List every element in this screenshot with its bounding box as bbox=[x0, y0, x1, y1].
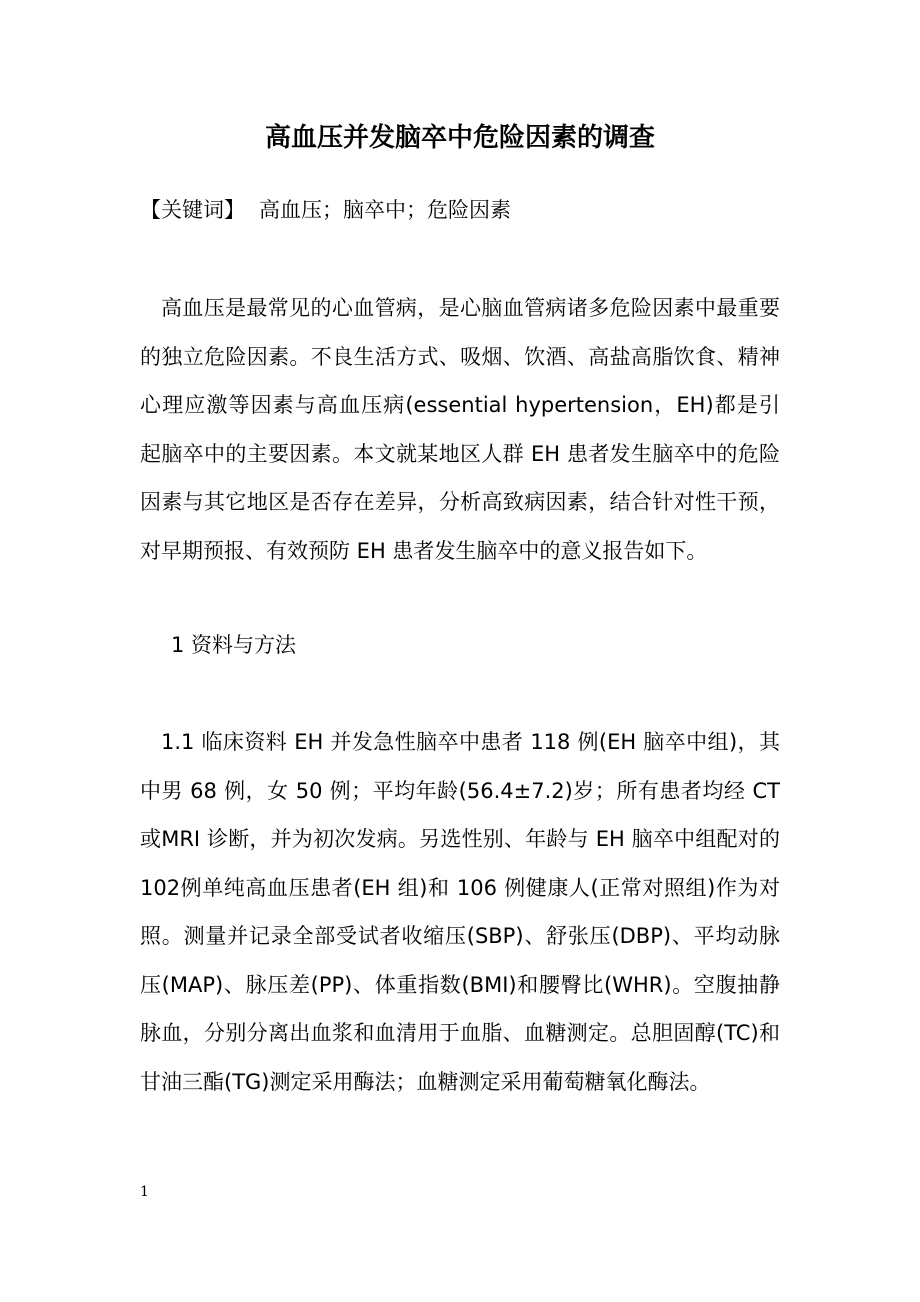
document-title: 高血压并发脑卒中危险因素的调查 bbox=[264, 123, 655, 153]
section-heading: 1 资料与方法 bbox=[171, 633, 297, 657]
keywords-value: 高血压；脑卒中；危险因素 bbox=[259, 198, 511, 222]
page-number: 1 bbox=[140, 1184, 149, 1200]
keywords-label: 【关键词】 bbox=[140, 198, 245, 222]
keywords-line bbox=[140, 192, 511, 228]
intro-paragraph: 高血压是最常见的心血管病，是心脑血管病诸多危险因素中最重要的独立危险因素。不良生活方式、吸烟、饮酒、高盐高脂饮食、精神心理应激等因素与高血压病(essential hypertension，EH)都是引起脑卒中的主要因素。本文就某地区人群 EH 患者发生脑卒中的危险因素与其它地区是否存在差异，分析高致病因素，结合针对性干预，对早期预报、有效预防 EH 患者发生脑卒中的意义报告如下。 bbox=[140, 296, 780, 563]
clinical-data-paragraph: 1.1 临床资料 EH 并发急性脑卒中患者 118 例(EH 脑卒中组)，其中男 68 例，女 50 例；平均年龄(56.4±7.2)岁；所有患者均经 CT 或MRI 诊断，并为初次发病。另选性别、年龄与 EH 脑卒中组配对的 102例单纯高血压患者(EH 组)和 106 例健康人(正常对照组)作为对照。测量并记录全部受试者收缩压(SBP)、舒张压(DBP)、平均动脉压(MAP)、脉压差(PP)、体重指数(BMI)和腰臀比(WHR)。空腹抽静脉血，分别分离出血浆和血清用于血脂、血糖测定。总胆固醇(TC)和甘油三酯(TG)测定采用酶法；血糖测定采用葡萄糖氧化酶法。 bbox=[140, 730, 780, 1094]
